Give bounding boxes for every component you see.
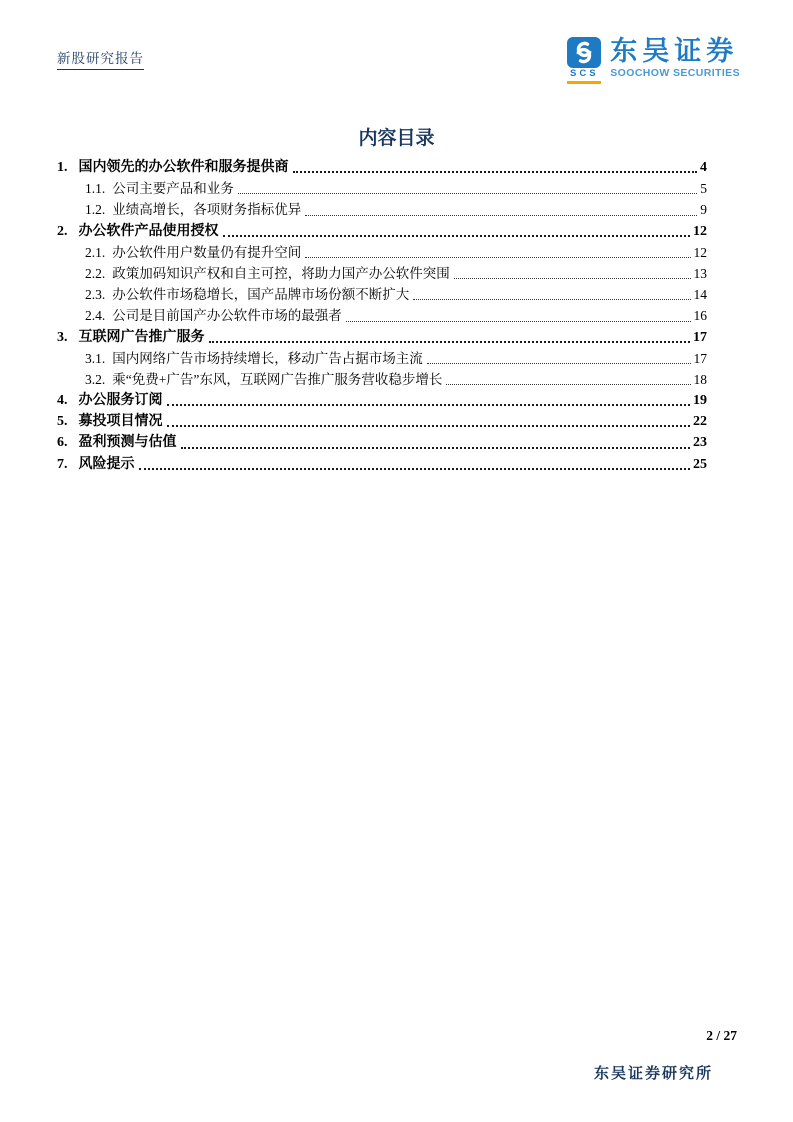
table-of-contents <box>57 156 707 474</box>
toc-entry-page: 17 <box>693 350 707 366</box>
toc-entry[interactable] <box>57 262 707 283</box>
toc-entry-page: 25 <box>693 456 707 472</box>
toc-entry-label: 乘“免费+广告”东风，互联网广告推广服务营收稳步增长 <box>112 371 443 387</box>
toc-dot-leader <box>413 299 690 300</box>
toc-entry-label: 公司是目前国产办公软件市场的最强者 <box>112 308 342 324</box>
toc-entry-page: 14 <box>693 287 707 303</box>
toc-dot-leader <box>139 468 691 470</box>
toc-entry-number: 2.3. <box>85 287 106 303</box>
toc-entry[interactable] <box>57 283 707 304</box>
toc-dot-leader <box>446 384 690 385</box>
toc-entry-label: 政策加码知识产权和自主可控，将助力国产办公软件突围 <box>112 265 450 281</box>
brand-logo <box>566 37 740 84</box>
toc-entry-number: 5. <box>57 414 68 430</box>
toc-entry-label: 盈利预测与估值 <box>78 435 177 451</box>
toc-entry[interactable] <box>57 177 707 198</box>
toc-entry-label: 办公服务订阅 <box>78 393 163 409</box>
toc-entry[interactable] <box>57 453 707 474</box>
toc-dot-leader <box>167 404 691 406</box>
toc-entry-label: 办公软件产品使用授权 <box>78 223 219 239</box>
toc-entry-number: 3.2. <box>85 371 106 387</box>
toc-entry-page: 4 <box>700 160 707 175</box>
toc-entry-number: 2.2. <box>85 265 106 281</box>
toc-entry-number: 7. <box>57 456 68 472</box>
toc-entry-number: 2.1. <box>85 244 106 260</box>
toc-entry-label: 国内网络广告市场持续增长，移动广告占据市场主流 <box>112 350 423 366</box>
toc-entry[interactable] <box>57 389 707 410</box>
brand-name-chinese: 东吴证券 <box>610 36 739 66</box>
toc-entry-page: 13 <box>693 265 707 281</box>
toc-entry[interactable] <box>57 368 707 389</box>
logo-scs-text: SCS <box>570 68 599 79</box>
toc-entry-label: 办公软件用户数量仍有提升空间 <box>112 244 302 260</box>
toc-entry-number: 2. <box>57 223 68 239</box>
toc-entry-label: 互联网广告推广服务 <box>78 329 205 345</box>
toc-dot-leader <box>305 257 690 258</box>
toc-dot-leader <box>454 278 691 279</box>
toc-title: 内容目录 <box>358 128 435 149</box>
toc-entry[interactable] <box>57 410 707 431</box>
institute-name: 东吴证券研究所 <box>593 1066 713 1082</box>
toc-entry-label: 业绩高增长，各项财务指标优异 <box>112 202 302 218</box>
toc-entry-label: 风险提示 <box>78 456 135 472</box>
toc-entry-number: 4. <box>57 393 68 409</box>
toc-entry[interactable] <box>57 304 707 325</box>
logo-text-column <box>610 37 740 79</box>
toc-entry[interactable] <box>57 220 707 241</box>
toc-entry-number: 1.2. <box>85 202 106 218</box>
toc-entry[interactable] <box>57 431 707 452</box>
logo-orange-bar <box>567 81 601 84</box>
toc-entry-number: 1. <box>57 160 68 175</box>
toc-entry-page: 12 <box>693 223 707 239</box>
toc-entry-number: 2.4. <box>85 308 106 324</box>
toc-entry-page: 9 <box>700 202 707 218</box>
brand-name-english: SOOCHOW SECURITIES <box>610 67 740 80</box>
toc-entry-page: 19 <box>693 393 707 409</box>
toc-entry-page: 5 <box>700 181 707 197</box>
toc-entry[interactable] <box>57 156 707 177</box>
page-number: 2 / 27 <box>706 1028 737 1043</box>
toc-entry[interactable] <box>57 198 707 219</box>
toc-dot-leader <box>223 235 691 237</box>
report-type-label: 新股研究报告 <box>57 47 144 70</box>
toc-entry-page: 22 <box>693 414 707 430</box>
toc-entry-page: 23 <box>693 435 707 451</box>
toc-entry[interactable] <box>57 347 707 368</box>
toc-entry-label: 公司主要产品和业务 <box>112 181 234 197</box>
toc-entry-number: 1.1. <box>85 181 106 197</box>
toc-dot-leader <box>167 425 691 427</box>
toc-entry-page: 17 <box>693 329 707 345</box>
toc-entry[interactable] <box>57 241 707 262</box>
toc-dot-leader <box>181 447 691 449</box>
toc-entry-label: 办公软件市场稳增长，国产品牌市场份额不断扩大 <box>112 287 410 303</box>
toc-entry[interactable] <box>57 326 707 347</box>
soochow-logo-icon <box>567 37 601 68</box>
toc-entry-page: 16 <box>693 308 707 324</box>
toc-dot-leader <box>305 215 697 216</box>
toc-dot-leader <box>427 363 691 364</box>
toc-dot-leader <box>238 193 698 194</box>
logo-icon-column <box>566 37 602 84</box>
toc-dot-leader <box>346 321 691 322</box>
toc-entry-page: 12 <box>693 244 707 260</box>
toc-entry-number: 3. <box>57 329 68 345</box>
toc-entry-number: 3.1. <box>85 350 106 366</box>
toc-dot-leader <box>209 341 691 343</box>
toc-dot-leader <box>293 171 698 173</box>
toc-entry-label: 募投项目情况 <box>78 414 163 430</box>
toc-entry-number: 6. <box>57 435 68 451</box>
toc-entry-page: 18 <box>693 371 707 387</box>
toc-entry-label: 国内领先的办公软件和服务提供商 <box>78 160 289 175</box>
